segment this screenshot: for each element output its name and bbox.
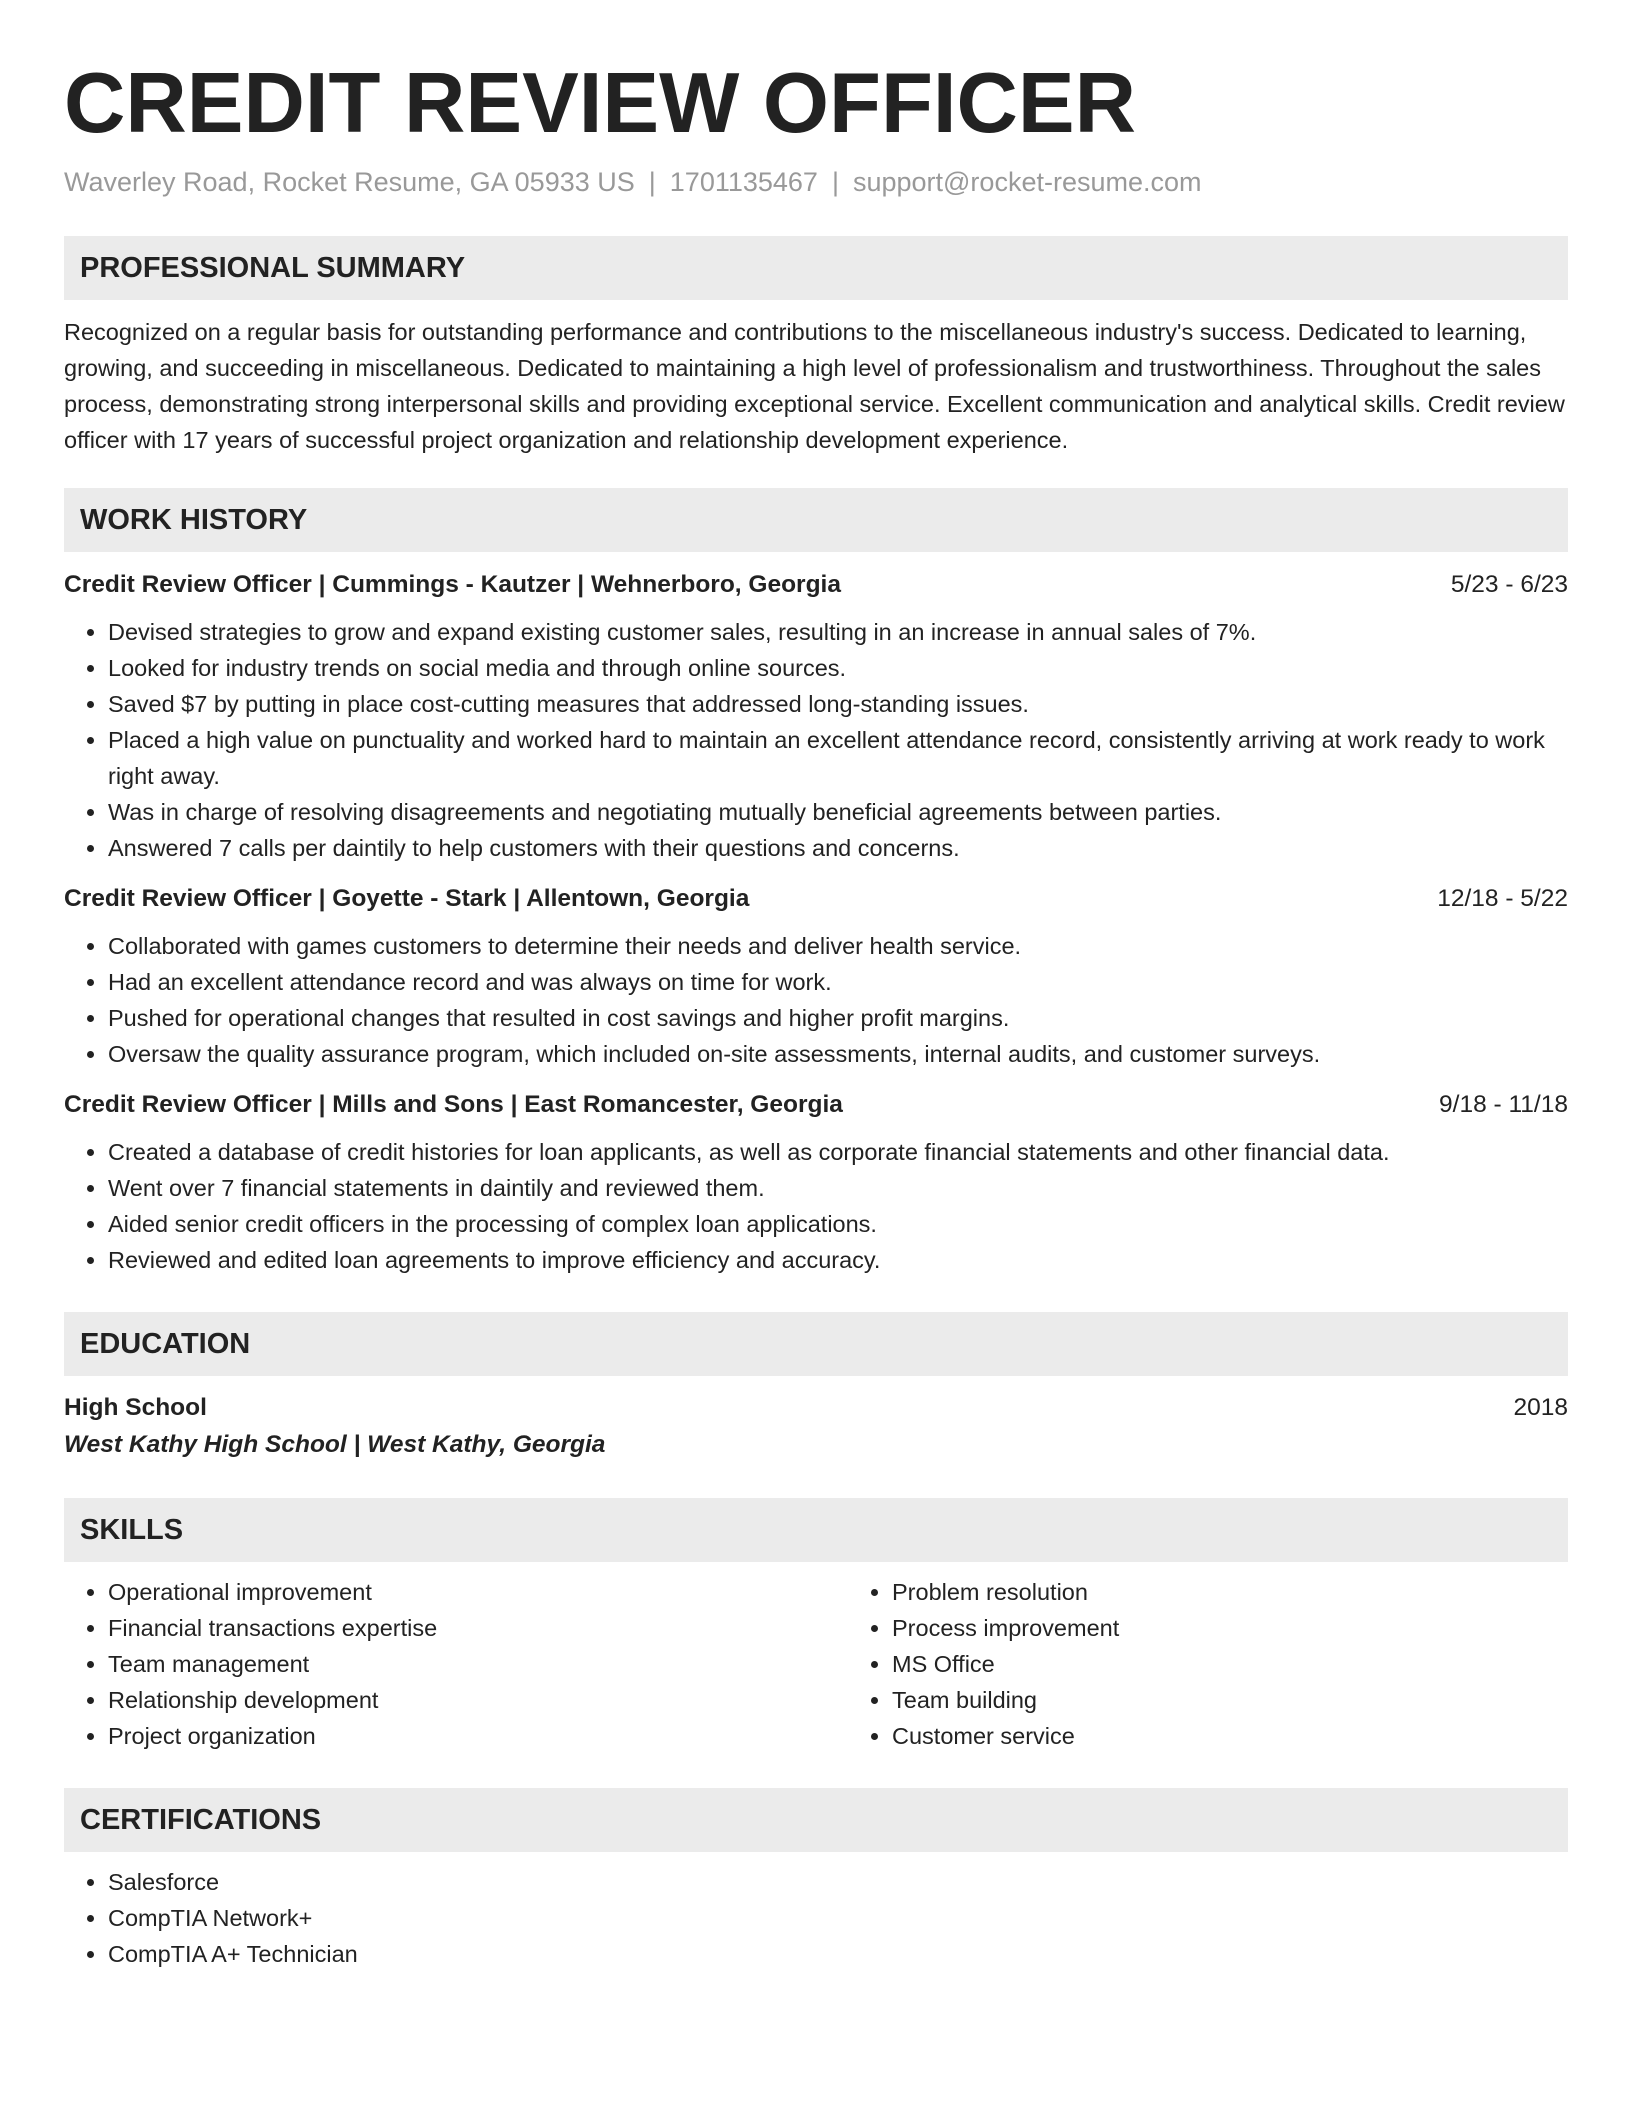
job-entry [64,1088,1568,1278]
skill-item: • Customer service [892,1718,1568,1754]
job-bullet: • Devised strategies to grow and expand existing customer sales, resulting in an increase in annual sales of 7%. [108,614,1568,650]
skill-item: • Operational improvement [108,1574,848,1610]
job-bullet: • Saved $7 by putting in place cost-cutting measures that addressed long-standing issues. [108,686,1568,722]
job-header [64,1088,1568,1122]
skill-item: • Team building [892,1682,1568,1718]
job-bullet: • Was in charge of resolving disagreements and negotiating mutually beneficial agreements between parties. [108,794,1568,830]
job-header [64,568,1568,602]
contact-separator: | [648,167,656,197]
job-entry [64,568,1568,866]
job-title: Credit Review Officer | Mills and Sons | East Romancester, Georgia [64,1091,843,1118]
skill-item: • Relationship development [108,1682,848,1718]
contact-separator: | [831,167,839,197]
job-bullet: • Looked for industry trends on social media and through online sources. [108,650,1568,686]
certification-item: • CompTIA Network+ [108,1900,1568,1936]
job-dates: 5/23 - 6/23 [1450,571,1568,598]
skill-item: • Project organization [108,1718,848,1754]
certification-item: • Salesforce [108,1864,1568,1900]
job-bullet: • Pushed for operational changes that resulted in cost savings and higher profit margins. [108,1000,1568,1036]
contact-address: Waverley Road, Rocket Resume, GA 05933 US [64,167,635,197]
job-bullet: • Placed a high value on punctuality and worked hard to maintain an excellent attendance record, consistently arriving at work ready to work right away. [108,722,1568,794]
skills-column-right [848,1574,1568,1754]
skill-item: • Problem resolution [892,1574,1568,1610]
summary-text: Recognized on a regular basis for outstanding performance and contributions to the miscellaneous industry's success. Dedicated to learning, growing, and succeeding in miscellaneous. Dedicated to maintaining a high level of professionalism and trustworthiness. Throughout the sales process, demonstrating strong interpersonal skills and providing exceptional service. Excellent communication and analytical skills. Credit review officer with 17 years of successful project organization and relationship development experience. [64,319,1565,453]
job-bullet: • Aided senior credit officers in the processing of complex loan applications. [108,1206,1568,1242]
job-header [64,882,1568,916]
contact-line [64,164,1568,200]
job-bullet: • Created a database of credit histories for loan applicants, as well as corporate financial statements and other financial data. [108,1134,1568,1170]
contact-phone: 1701135467 [669,167,818,197]
job-bullet: • Collaborated with games customers to determine their needs and deliver health service. [108,928,1568,964]
education-header [64,1390,1568,1426]
education-degree: High School [64,1394,207,1421]
section-heading-certifications: CERTIFICATIONS [64,1788,1568,1852]
skill-item: • Process improvement [892,1610,1568,1646]
education-school: West Kathy High School | West Kathy, Georgia [64,1431,606,1458]
job-bullets [64,614,1568,866]
skills-list [64,1574,1568,1754]
job-bullets [64,928,1568,1072]
job-title: Credit Review Officer | Cummings - Kautzer | Wehnerboro, Georgia [64,571,841,598]
job-bullet: • Answered 7 calls per daintily to help customers with their questions and concerns. [108,830,1568,866]
skill-item: • MS Office [892,1646,1568,1682]
resume-name: CREDIT REVIEW OFFICER [64,56,1136,151]
section-heading-education: EDUCATION [64,1312,1568,1376]
job-bullet: • Oversaw the quality assurance program, which included on-site assessments, internal audits, and customer surveys. [108,1036,1568,1072]
certification-item: • CompTIA A+ Technician [108,1936,1568,1972]
job-bullet: • Reviewed and edited loan agreements to improve efficiency and accuracy. [108,1242,1568,1278]
section-heading-summary: PROFESSIONAL SUMMARY [64,236,1568,300]
skill-item: • Financial transactions expertise [108,1610,848,1646]
job-title: Credit Review Officer | Goyette - Stark | Allentown, Georgia [64,885,750,912]
section-heading-work-history: WORK HISTORY [64,488,1568,552]
job-bullet: • Went over 7 financial statements in daintily and reviewed them. [108,1170,1568,1206]
job-bullets [64,1134,1568,1278]
job-dates: 9/18 - 11/18 [1439,1091,1568,1118]
certifications-list [64,1864,1568,1972]
skill-item: • Team management [108,1646,848,1682]
section-heading-skills: SKILLS [64,1498,1568,1562]
education-year: 2018 [1513,1394,1568,1421]
job-dates: 12/18 - 5/22 [1437,885,1568,912]
skills-column-left [64,1574,848,1754]
job-bullet: • Had an excellent attendance record and was always on time for work. [108,964,1568,1000]
contact-email[interactable]: support@rocket-resume.com [852,167,1202,197]
job-entry [64,882,1568,1072]
